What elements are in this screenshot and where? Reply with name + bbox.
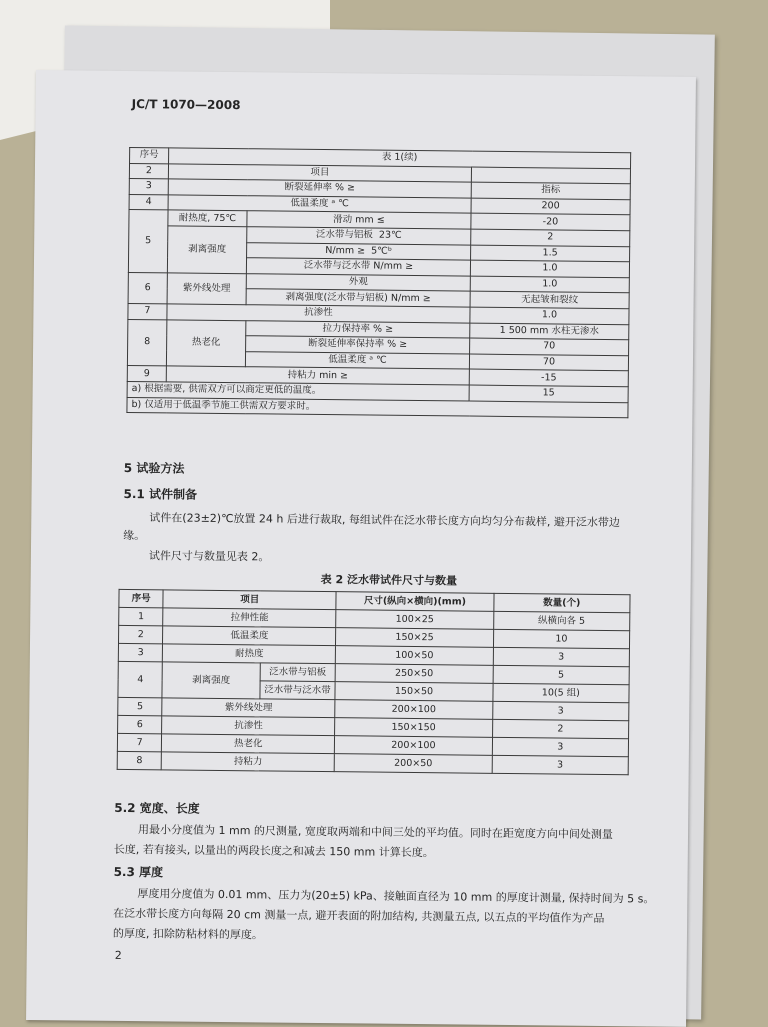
section-heading: 5.1 试件制备 bbox=[123, 486, 198, 502]
table-cell: 抗渗性 bbox=[167, 304, 470, 323]
table-cell: 3 bbox=[492, 701, 628, 720]
table-cell: 3 bbox=[493, 647, 629, 666]
table-cell: 3 bbox=[492, 737, 628, 756]
table-cell: 100×50 bbox=[336, 646, 494, 666]
table-cell: 泛水带与泛水带 bbox=[260, 681, 336, 700]
page-number: 2 bbox=[114, 948, 122, 962]
table-cell-text: 5℃ᵇ bbox=[371, 245, 392, 257]
table-cell: 200 bbox=[471, 198, 630, 215]
table-cell: 表 1(续) bbox=[169, 148, 631, 168]
section-heading: 5.2 宽度、长度 bbox=[114, 800, 200, 816]
table-cell: 8 bbox=[127, 319, 166, 366]
table-cell: 4 bbox=[118, 661, 163, 697]
table-cell: 1.0 bbox=[470, 307, 629, 324]
table-cell: 200×100 bbox=[335, 700, 493, 720]
table-cell: 剥离强度 bbox=[162, 662, 260, 699]
table-cell: 紫外线处理 bbox=[167, 273, 246, 305]
table-cell: 2 bbox=[492, 719, 628, 738]
table-cell: 外观 bbox=[246, 273, 470, 291]
table-cell: 9 bbox=[127, 366, 166, 382]
table-cell: 5 bbox=[493, 665, 629, 684]
table-cell: 低温柔度 bbox=[163, 626, 336, 646]
table-cell: 1.0 bbox=[470, 276, 629, 293]
table-cell: 断裂延伸率保持率 % ≥ bbox=[246, 336, 470, 354]
table-cell: 7 bbox=[128, 303, 167, 319]
table-cell: 6 bbox=[128, 272, 167, 304]
table-cell: 8 bbox=[117, 751, 162, 769]
table-cell: 紫外线处理 bbox=[162, 698, 335, 718]
table-cell: 热老化 bbox=[166, 319, 245, 367]
table-cell: 150×25 bbox=[336, 628, 494, 648]
table-cell: 7 bbox=[117, 733, 162, 751]
paragraph: 的厚度, 扣除防粘材料的厚度。 bbox=[112, 926, 264, 942]
table-cell: 3 bbox=[492, 755, 628, 774]
table-cell: -15 bbox=[469, 369, 628, 386]
table-cell: 6 bbox=[118, 715, 163, 733]
table-cell: 纵横向各 5 bbox=[493, 611, 629, 630]
table-cell-text: N/mm ≥ bbox=[325, 244, 366, 257]
table-caption: 表 2 泛水带试件尺寸与数量 bbox=[320, 573, 458, 588]
table-cell: 低温柔度 ᵃ ℃ bbox=[168, 195, 471, 214]
table-cell: 序号 bbox=[130, 147, 169, 163]
table-header: 序号 bbox=[119, 589, 164, 607]
table-cell: 100×25 bbox=[336, 610, 494, 630]
table-cell: 1.0 bbox=[470, 260, 629, 277]
table-cell: 低温柔度 ᵃ ℃ bbox=[245, 351, 469, 369]
table-header: 尺寸(纵向×横向)(mm) bbox=[336, 592, 494, 612]
table-cell: 泛水带与铝板 bbox=[260, 663, 336, 682]
table-cell: 泛水带与泛水带 N/mm ≥ bbox=[246, 258, 470, 276]
table-cell: 2 bbox=[119, 625, 164, 643]
table-cell: 200×100 bbox=[335, 736, 493, 756]
table-cell-text: 23℃ bbox=[378, 229, 402, 242]
table-cell: 70 bbox=[470, 338, 629, 355]
table-cell: 3 bbox=[118, 643, 163, 661]
table-cell: 持粘力 min ≥ bbox=[166, 366, 469, 385]
table-cell: 150×150 bbox=[335, 718, 493, 738]
table-cell: 70 bbox=[469, 354, 628, 371]
table-cell: 断裂延伸率 % ≥ bbox=[168, 179, 471, 198]
section-heading: 5 试验方法 bbox=[123, 460, 185, 476]
table-cell bbox=[471, 167, 630, 184]
table-cell: 200×50 bbox=[334, 754, 492, 774]
paragraph: 试件在(23±2)℃放置 24 h 后进行裁取, 每组试件在泛水带长度方向均匀分布裁样, 避开泛水带边 bbox=[149, 511, 620, 530]
table-cell: 剥离强度(泛水带与铝板) N/mm ≥ bbox=[246, 289, 470, 307]
table-cell: 5 bbox=[128, 210, 168, 273]
table-cell: 持粘力 bbox=[162, 752, 335, 772]
table-1 bbox=[126, 147, 631, 418]
paragraph: 用最小分度值为 1 mm 的尺测量, 宽度取两端和中间三处的平均值。同时在距宽度方向中间处测量 bbox=[137, 823, 614, 842]
table-cell-text: 泛水带与铝板 bbox=[315, 229, 373, 241]
table-cell: 项目 bbox=[168, 163, 471, 182]
document-page bbox=[26, 70, 696, 1027]
table-cell: 耐热度, 75℃ bbox=[168, 210, 247, 226]
table-cell: 150×50 bbox=[335, 682, 493, 702]
table-cell: 4 bbox=[129, 194, 168, 210]
table-cell: 3 bbox=[129, 179, 168, 195]
section-heading: 5.3 厚度 bbox=[113, 864, 164, 880]
paragraph: 试件尺寸与数量见表 2。 bbox=[148, 549, 270, 564]
table-cell: 滑动 mm ≤ bbox=[247, 211, 471, 229]
paragraph: 缘。 bbox=[123, 528, 146, 543]
table-cell: 拉伸性能 bbox=[163, 608, 336, 628]
table-cell: 250×50 bbox=[335, 664, 493, 684]
table-cell: 耐热度 bbox=[163, 644, 336, 664]
table-cell: 1 bbox=[119, 607, 164, 625]
table-note: b) 仅适用于低温季节施工供需双方要求时。 bbox=[127, 397, 628, 418]
table-cell: 热老化 bbox=[162, 734, 335, 754]
table-cell: 10(5 组) bbox=[493, 683, 629, 702]
paragraph: 厚度用分度值为 0.01 mm、压力为(20±5) kPa、接触面直径为 10 mm 的厚度计测量, 保持时间为 5 s。 bbox=[137, 887, 655, 906]
table-cell: 拉力保持率 % ≥ bbox=[246, 320, 470, 338]
table-cell: 无起皱和裂纹 bbox=[470, 291, 629, 308]
table-cell: -20 bbox=[471, 213, 630, 230]
paragraph: 长度, 若有接头, 以量出的两段长度之和减去 150 mm 计算长度。 bbox=[113, 842, 434, 860]
table-2 bbox=[117, 589, 631, 775]
table-cell: 10 bbox=[493, 629, 629, 648]
table-header: 数量(个) bbox=[494, 593, 630, 612]
table-cell: 2 bbox=[129, 163, 168, 179]
table-cell: 5 bbox=[118, 697, 163, 715]
standard-code: JC/T 1070—2008 bbox=[131, 97, 241, 113]
table-cell: 1.5 bbox=[471, 245, 630, 262]
table-cell: 1 500 mm 水柱无渗水 bbox=[470, 323, 629, 340]
table-cell: 指标 bbox=[471, 182, 630, 199]
table-header: 项目 bbox=[163, 590, 336, 610]
paragraph: 在泛水带长度方向每隔 20 cm 测量一点, 避开表面的附加结构, 共测量五点, 以五点的平均值作为产品 bbox=[113, 906, 605, 925]
table-cell: 抗渗性 bbox=[162, 716, 335, 736]
table-cell: 15 bbox=[469, 385, 628, 402]
table-cell: 2 bbox=[471, 229, 630, 246]
table-note: a) 根据需要, 供需双方可以商定更低的温度。 bbox=[127, 381, 469, 400]
table-cell: 剥离强度 bbox=[167, 226, 246, 274]
